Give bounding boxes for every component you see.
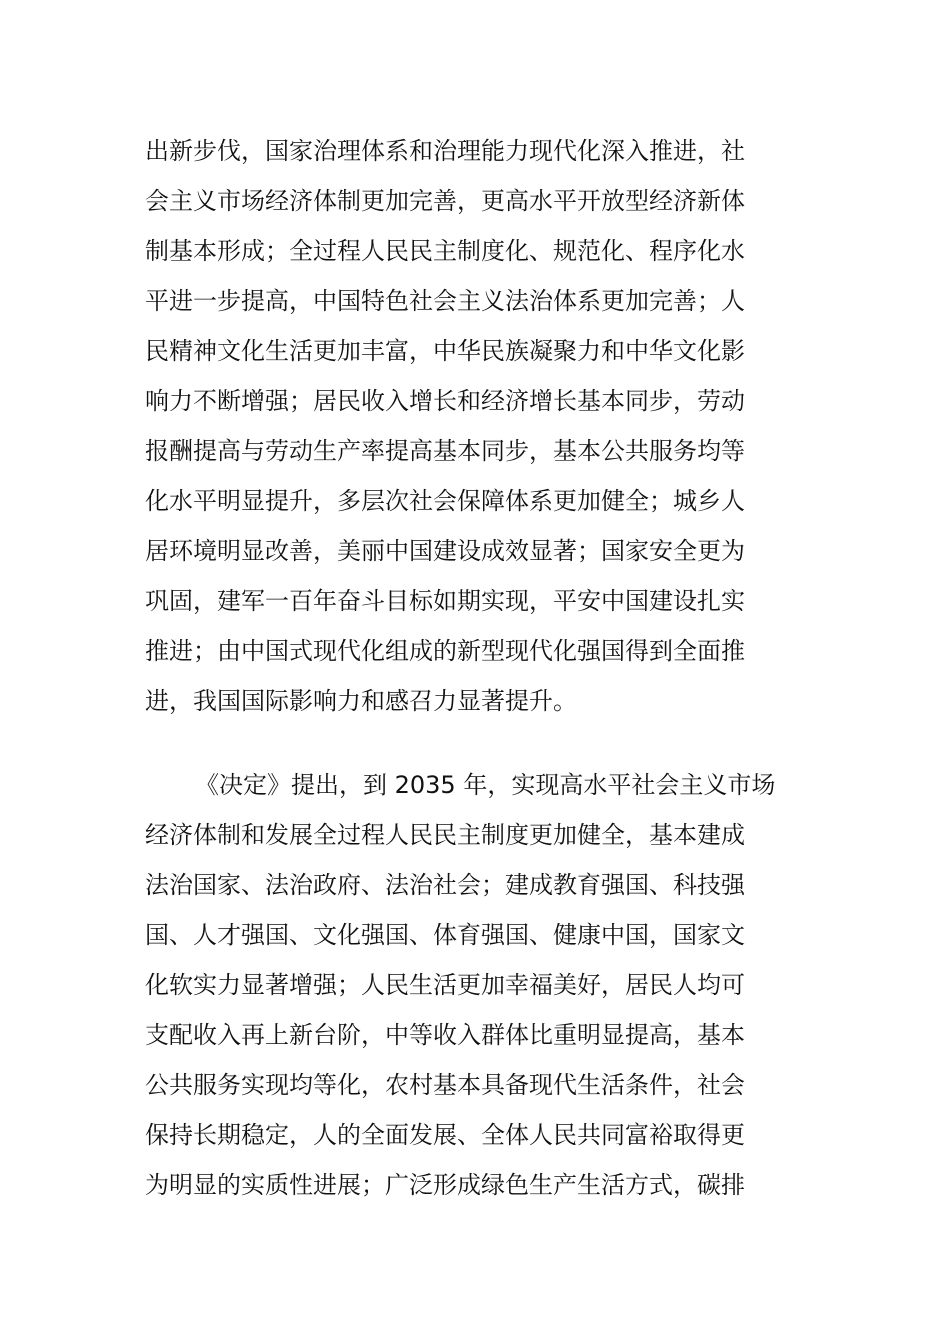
paragraph-line: 化软实力显著增强；人民生活更加幸福美好，居民人均可 [145,971,745,999]
paragraph-line: 进，我国国际影响力和感召力显著提升。 [145,687,577,715]
paragraph-line: 巩固，建军一百年奋斗目标如期实现，平安中国建设扎实 [145,587,745,615]
paragraph-line: 制基本形成；全过程人民民主制度化、规范化、程序化水 [145,237,745,265]
paragraph-line: 支配收入再上新台阶，中等收入群体比重明显提高，基本 [145,1021,745,1049]
paragraph-line: 国、人才强国、文化强国、体育强国、健康中国，国家文 [145,921,745,949]
paragraph-line: 保持长期稳定，人的全面发展、全体人民共同富裕取得更 [145,1121,745,1149]
paragraph-line: 报酬提高与劳动生产率提高基本同步，基本公共服务均等 [145,437,745,465]
paragraph-line: 推进；由中国式现代化组成的新型现代化强国得到全面推 [145,637,745,665]
paragraph-line: 为明显的实质性进展；广泛形成绿色生产生活方式，碳排 [145,1171,745,1199]
paragraph-line: 响力不断增强；居民收入增长和经济增长基本同步，劳动 [145,387,745,415]
paragraph-line: 化水平明显提升，多层次社会保障体系更加健全；城乡人 [145,487,745,515]
paragraph-line: 居环境明显改善，美丽中国建设成效显著；国家安全更为 [145,537,745,565]
paragraph-line: 经济体制和发展全过程人民民主制度更加健全，基本建成 [145,821,745,849]
paragraph-line: 民精神文化生活更加丰富，中华民族凝聚力和中华文化影 [145,337,745,365]
paragraph-line: 平进一步提高，中国特色社会主义法治体系更加完善；人 [145,287,745,315]
paragraph-line: 会主义市场经济体制更加完善，更高水平开放型经济新体 [145,187,745,215]
paragraph-line: 法治国家、法治政府、法治社会；建成教育强国、科技强 [145,871,745,899]
paragraph-line: 公共服务实现均等化，农村基本具备现代生活条件，社会 [145,1071,745,1099]
paragraph-line: 《决定》提出，到 2035 年，实现高水平社会主义市场 [195,771,776,799]
paragraph-line: 出新步伐，国家治理体系和治理能力现代化深入推进，社 [145,137,745,165]
